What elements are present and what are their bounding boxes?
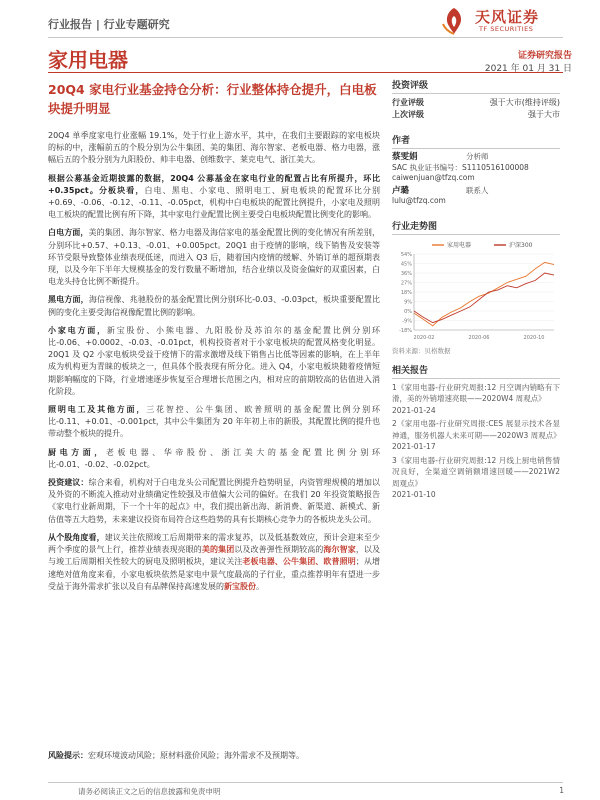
paragraph-9 (48, 532, 380, 593)
stock-highlight-1: 美的集团 (201, 545, 235, 555)
paragraph-4-text: 海信视像、兆驰股份的基金配置比例分别环比-0.03、-0.03pct，板块重要配置比例的变化主要受海信视像配置比例的影响。 (48, 295, 380, 317)
analyst-2 (392, 186, 560, 207)
paragraph-8 (48, 477, 380, 526)
paragraph-6-text: 三花智控、公牛集团、欧普照明的基金配置比例分别环比-0.11、+0.01、-0.001pct，其中公牛集团为 20 年年初上市的新股，其配置比例的提升也带动整个板块的提升。 (48, 405, 381, 439)
y-tick-label: 18% (400, 289, 412, 296)
related-report-date: 2021-01-24 (392, 405, 436, 415)
paragraph-9-lead: 从个股角度看， (48, 532, 105, 542)
y-tick-label: 0% (404, 308, 412, 315)
brand-logo (439, 6, 563, 36)
footer-disclaimer[interactable]: 请务必阅读正文之后的信息披露和免责申明 (78, 787, 221, 796)
header-bar (48, 8, 563, 38)
paragraph-6-lead: 照明电工及其他方面， (48, 405, 147, 415)
y-tick-label: 9% (404, 299, 412, 305)
rating-value: 强于大市(维持评级) (489, 98, 560, 107)
related-heading: 相关报告 (392, 363, 560, 379)
paragraph-7 (48, 447, 380, 471)
paragraph-8-lead: 投资建议： (48, 478, 89, 488)
logo-subtext: TF SECURITIES (479, 25, 534, 33)
related-report[interactable] (392, 418, 560, 453)
paragraph-4 (48, 294, 380, 318)
paragraph-9-text-i: 。 (256, 581, 264, 591)
legend-label: 家用电器 (447, 241, 472, 249)
x-tick-label: 2020-06 (468, 334, 490, 341)
analyst-role: 分析师 (466, 152, 489, 161)
stock-highlight-4: 新宝股份 (224, 581, 256, 591)
rating-key: 行业评级 (392, 98, 424, 107)
report-title: 20Q4 家电行业基金持仓分析：行业整体持仓提升，白电板块提升明显 (48, 82, 377, 116)
paragraph-4-lead: 黑电方面， (48, 295, 89, 305)
stock-highlight-2: 海尔智家 (323, 545, 356, 555)
trend-chart-svg (392, 238, 560, 344)
chart-source: 资料来源：贝格数据 (392, 346, 451, 355)
paragraph-5 (48, 325, 380, 398)
paragraph-9-text-g: ；从增速绝对值角度来看，小家电板块依然是家电中景气度最高的子行业，重点推荐明年有望进一步受益于海外需求扩张以及自有品牌保持高速发展的 (48, 557, 381, 591)
related-report-title[interactable]: 3《家用电器-行业研究周报:12 月线上厨电销售情况良好，全渠道空调销额增速回暖——2021W2 周观点》 (392, 455, 560, 488)
analyst-email[interactable]: lulu@tfzq.com (392, 196, 446, 205)
related-report[interactable] (392, 455, 560, 501)
analyst-email[interactable]: caiwenjuan@tfzq.com (392, 173, 475, 182)
report-date: 2021 年 01 月 31 日 (484, 64, 572, 74)
paragraph-3-lead: 白电方面， (48, 228, 89, 238)
logo-mark-icon (439, 6, 469, 36)
paragraph-7-text: 老板电器、华帝股份、浙江美大的基金配置比例分别环比-0.01、-0.02、-0.02pct。 (48, 447, 380, 469)
paragraph-9-text-a: 建议关注依照竣工后周期带来的需求复苏，以及低基数效应，预计会迎来至少两个季度的景气上行，推荐业绩表现亮眼的 (48, 532, 380, 555)
paragraph-7-lead: 厨电方面， (48, 447, 106, 457)
risk-text: 宏观环境波动风险；原材料涨价风险；海外需求不及预期等。 (88, 751, 304, 760)
doc-type: 证券研究报告 (517, 51, 572, 61)
related-report-date: 2021-01-10 (392, 490, 436, 499)
trend-heading: 行业走势图 (392, 219, 560, 235)
page-number: 1 (559, 786, 564, 795)
paragraph-6 (48, 404, 380, 441)
title-divider (48, 72, 563, 73)
series-line-0 (414, 262, 554, 325)
x-tick-label: 2020-02 (413, 334, 435, 341)
analyst-role: 联系人 (466, 185, 489, 195)
legend-label: 沪深300 (509, 241, 533, 249)
analyst-sac: SAC 执业证书编号：S1110516100008 (392, 162, 529, 172)
rating-key: 上次评级 (392, 110, 424, 119)
stock-highlight-3: 老板电器、公牛集团、欧普照明 (242, 557, 356, 567)
paragraph-5-lead: 小家电方面， (48, 325, 107, 335)
analyst-name: 蔡雯娟 (392, 152, 418, 162)
paragraph-2 (48, 173, 380, 222)
y-tick-label: 45% (400, 261, 412, 267)
y-tick-label: 54% (400, 251, 412, 258)
x-tick-label: 2020-10 (523, 334, 545, 341)
y-tick-label: 36% (400, 270, 412, 277)
rating-row (392, 109, 560, 121)
risk-lead: 风险提示： (48, 751, 88, 760)
y-tick-label: 27% (400, 280, 412, 286)
footer-divider (48, 782, 563, 783)
paragraph-1: 20Q4 单季度家电行业涨幅 19.1%，处于行业上游水平，其中，在我们主要跟踪的家电板块的标的中，涨幅前五的个股分别为公牛集团、美的集团、海尔智家、老板电器、格力电器，涨幅后五的个股分别为九阳股份、帅丰电器、创维数字、莱克电气、浙江美大。 (48, 131, 380, 165)
related-report-title[interactable]: 2《家用电器-行业研究周报:CES 展显示技术各显神通，服务机器人未来可期——2020W3 周观点》 (392, 419, 561, 440)
paragraph-9-text-c: 以及改善弹性预期较高的 (234, 545, 324, 555)
author-heading: 作者 (392, 133, 560, 149)
y-tick-label: -18% (399, 327, 412, 334)
rating-value: 强于大市 (528, 110, 560, 119)
paragraph-2-mid: 分板块看， (98, 185, 145, 195)
report-type: 行业报告 | 行业专题研究 (48, 18, 170, 31)
logo-text: 天风证券 (475, 8, 540, 26)
risk-warning (48, 750, 304, 761)
rating-row (392, 97, 560, 109)
paragraph-5-text: 新宝股份、小熊电器、九阳股份及苏泊尔的基金配置比例分别环比-0.06、+0.0002、-0.03、-0.01pct，机构投资者对于小家电板块的配置风格变化明显。20Q1 及 Q2 小家电板块受益于疫情下的需求激增及线下销售占比低等因素的影响，在上半年成为机构更为青睐的板块之一，但具体个股表现有所分化。进入 Q4，小家电板块随着疫情短期影响幅度的下降，行业增速逐步恢复至合理增长范围之内，相对应的前期较高的估值进入消化阶段。 (48, 325, 381, 396)
paragraph-9-text-e: ，以及与竣工后周期相关性较大的厨电及照明板块，建议关注 (48, 545, 381, 567)
analyst-1 (392, 152, 560, 184)
main-body (48, 130, 380, 599)
rating-heading: 投资评级 (392, 78, 560, 94)
industry-name: 家用电器 (48, 48, 128, 72)
paragraph-8-text: 综合来看，机构对于白电龙头公司配置比例提升趋势明显，内资管理规模的增加以及外资的不断流入推动对业绩确定性较强及市值偏大公司的偏好。在我们 20 年投资策略报告《家电行业新周期，下一个十年的起点》中，我们提出新出海、新消费、新渠道、新模式、新估值等五大趋势，未来建议投资布局符合这些趋势的具有长期核心竞争力的各板块龙头公司。 (48, 478, 380, 524)
paragraph-3 (48, 227, 380, 288)
analyst-name: 卢璐 (392, 185, 410, 196)
related-report-date: 2021-01-17 (392, 442, 436, 451)
related-report[interactable] (392, 382, 560, 417)
related-report-title[interactable]: 1《家用电器-行业研究周报:12 月空调内销略有下滑，美的外销增速亮眼——2020W4 周观点》 (392, 382, 560, 403)
paragraph-2-lead: 根据公募基金近期披露的数据，20Q4 公募基金在家电行业的配置占比有所提升，环比+0.35pct。 (48, 173, 380, 195)
paragraph-2-text: 白电、黑电、小家电、照明电工、厨电板块的配置环比分别+0.69、-0.06、-0.12、-0.11、-0.05pct，机构中白电板块的配置比例提升，小家电及照明电工板块的配置比例有所下降，其中家电行业配置比例主要受白电板块配置比例变化的影响。 (48, 185, 381, 220)
series-line-1 (414, 273, 554, 323)
y-tick-label: -9% (402, 318, 412, 324)
sidebar (392, 78, 560, 503)
paragraph-3-text: 美的集团、海尔智家、格力电器及海信家电的基金配置比例的变化情况有所差别，分别环比+0.57、+0.13、-0.01、+0.005pct。20Q1 由于疫情的影响，线下销售及安装等环节受限导致整体业绩表现低迷，而进入 Q3 后，随着国内疫情的缓解、外销订单的超预期表现，以及今年下半年大规模基金的发行数量不断增加，结合业绩以及资金偏好的双重因素，白电龙头持仓比例不断提升。 (48, 228, 380, 287)
trend-chart (392, 238, 560, 344)
